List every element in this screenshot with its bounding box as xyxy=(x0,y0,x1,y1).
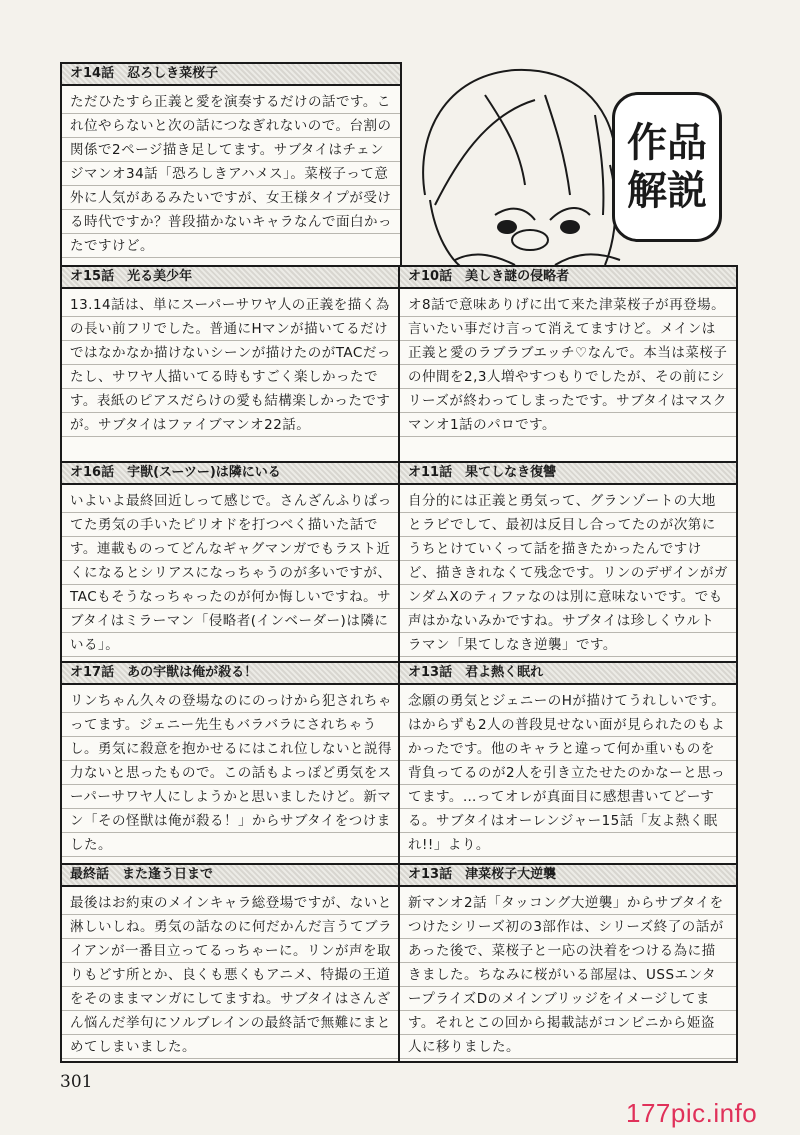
title-line-2: 解説 xyxy=(627,168,707,214)
commentary-box-ep13 xyxy=(398,661,738,865)
section-header: オ15話 光る美少年 xyxy=(62,267,400,289)
section-body: 新マンオ2話「タッコング大逆襲」からサブタイをつけたシリーズ初の3部作は、シリーズ終了の話があった後で、菜桜子と一応の決着をつける為に描きました。ちなみに桜がいる部屋は、USSエンタープライズDのメインブリッジをイメージしてます。それとこの回から掲載誌がコンビニから姫盗人に移りました。 xyxy=(400,887,736,1059)
commentary-box-ep13b xyxy=(398,863,738,1063)
commentary-box-ep11 xyxy=(398,461,738,663)
section-body: ただひたすら正義と愛を演奏するだけの話です。これ位やらないと次の話につなぎれないので。台割の関係で2ページ描き足してます。サブタイはチェンジマンオ34話「恐ろしきアハメス」。菜桜子って意外に人気があるみたいですが、女王様タイプが受ける時代ですか？普段描かないキャラなんで面白かったですけど。 xyxy=(62,86,400,258)
commentary-box-ep16 xyxy=(60,461,402,663)
section-header: オ17話 あの宇獣は俺が殺る！ xyxy=(62,663,400,685)
section-header: オ11話 果てしなき復讐 xyxy=(400,463,736,485)
title-line-1: 作品 xyxy=(627,120,707,166)
section-body: リンちゃん久々の登場なのにのっけから犯されちゃってます。ジェニー先生もバラバラにされちゃうし。勇気に殺意を抱かせるにはこれ位しないと説得力ないと思ったもので。この話もよっぽど勇気をスーパーサワヤ人にしようかと思いましたけど。新マン「その怪獣は俺が殺る！」からサブタイをつけました。 xyxy=(62,685,400,857)
section-header: オ13話 君よ熱く眠れ xyxy=(400,663,736,685)
section-header: 最終話 また逢う日まで xyxy=(62,865,400,887)
title-badge xyxy=(612,92,722,242)
watermark-text: 177pic.info xyxy=(626,1098,758,1128)
page-number: 301 xyxy=(60,1072,93,1092)
commentary-box-ep15 xyxy=(60,265,402,463)
commentary-box-ep14 xyxy=(60,62,402,267)
commentary-box-ep17 xyxy=(60,661,402,865)
commentary-box-ep10 xyxy=(398,265,738,463)
section-body: 最後はお約束のメインキャラ総登場ですが、ないと淋しいしね。勇気の話なのに何だかんだ言うてブライアンが一番目立ってるっちゃーに。リンが声を取りもどす所とか、良くも悪くもアニメ、特撮の王道をそのままマンガにしてますね。サブタイはさんざん悩んだ挙句にソルブレインの最終話で無難にまとめてしまいました。 xyxy=(62,887,400,1059)
section-body: 自分的には正義と勇気って、グランゾートの大地とラビでして、最初は反目し合ってたのが次第にうちとけていくって話を描きたかったんですけど、描ききれなくて残念です。リンのデザインがガンダムXのティファなのは別に意味ないです。でも声はかないみかですね。サブタイは珍しくウルトラマン「果てしなき逆襲」です。 xyxy=(400,485,736,657)
section-body: オ8話で意味ありげに出て来た津菜桜子が再登場。言いたい事だけ言って消えてますけど。メインは正義と愛のラブラブエッチ♡なんで。本当は菜桜子の仲間を2,3人増やすつもりでしたが、その前にシリーズが終わってしまったです。サブタイはマスクマンオ1話のパロです。 xyxy=(400,289,736,437)
section-body: いよいよ最終回近しって感じで。さんざんふりぱってた勇気の手いたピリオドを打つべく描いた話です。連載ものってどんなギャグマンガでもラスト近くになるとシリアスになっちゃうのが多いですが、TACもそうなっちゃったのが何か悔しいですね。サブタイはミラーマン「侵略者(インベーダー)は隣にいる」。 xyxy=(62,485,400,657)
section-header: オ16話 宇獣(スーツー)は隣にいる xyxy=(62,463,400,485)
section-body: 念願の勇気とジェニーのHが描けてうれしいです。はからずも2人の普段見せない面が見られたのもよかったです。他のキャラと違って何か重いものを背負ってるのが2人を引き立たせたのかなーと思ってます。…ってオレが真面目に感想書いてどーする。サブタイはオーレンジャー15話「友よ熱く眠れ!!」より。 xyxy=(400,685,736,857)
section-body: 13.14話は、単にスーパーサワヤ人の正義を描く為の長い前フリでした。普通にHマンが描いてるだけではなかなか描けないシーンが描けたのがTACだったし、サワヤ人描いてる時もすごく楽しかったです。表紙のピアスだらけの愛も結構楽しかったですが。サブタイはファイブマンオ22話。 xyxy=(62,289,400,437)
section-header: オ10話 美しき謎の侵略者 xyxy=(400,267,736,289)
commentary-box-final xyxy=(60,863,402,1063)
section-header: オ14話 忍ろしき菜桜子 xyxy=(62,64,400,86)
section-header: オ13話 津菜桜子大逆襲 xyxy=(400,865,736,887)
